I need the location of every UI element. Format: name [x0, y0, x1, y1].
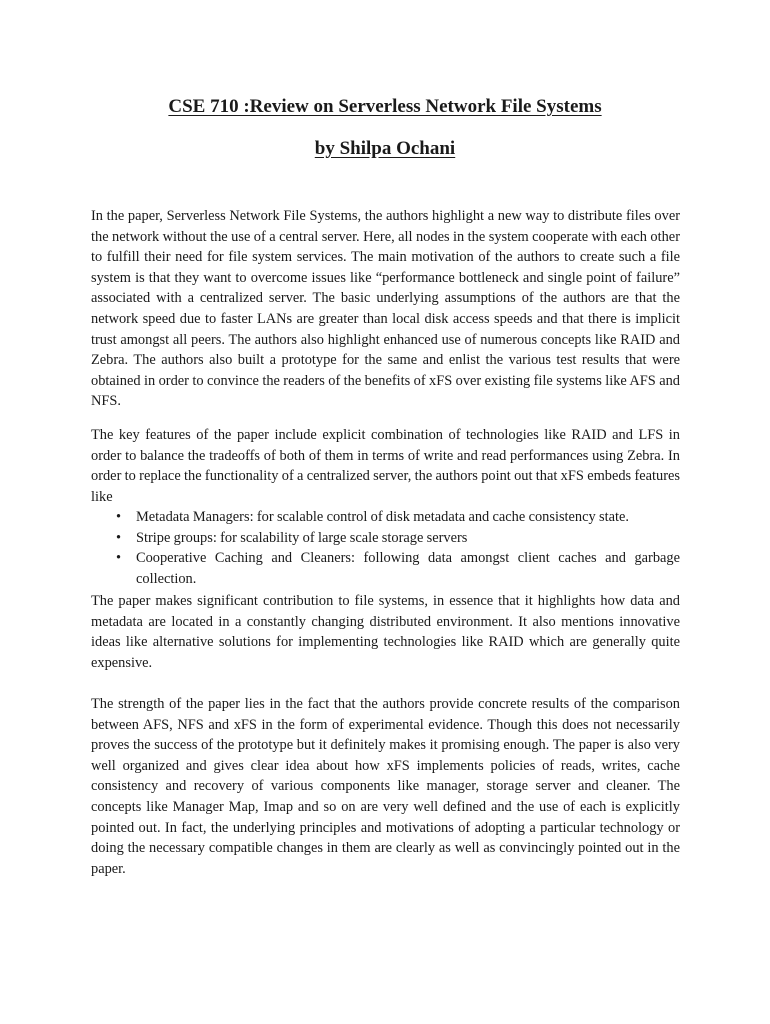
- bullet-text: Cooperative Caching and Cleaners: following data amongst client caches and garbage collection.: [136, 550, 680, 587]
- bullet-text: Stripe groups: for scalability of large scale storage servers: [136, 529, 468, 546]
- bullet-dot-icon: •: [116, 509, 122, 525]
- bullet-dot-icon: •: [116, 550, 122, 567]
- paragraph-contribution: The paper makes significant contribution to file systems, in essence that it highlights how data and metadata are located in a constantly changing distributed environment. It also mentions innovative ideas like alternative solutions for implementing technologies like RAID which are generally quite expensive.: [91, 593, 680, 671]
- bullet-item: [91, 528, 680, 549]
- bullet-item: [91, 548, 680, 589]
- paragraph-introduction: In the paper, Serverless Network File Systems, the authors highlight a new way to distribute files over the network without the use of a central server. Here, all nodes in the system cooperate with each other to fulfill their need for file system services. The main motivation of the authors to create such a file system is that they want to overcome issues like “performance bottleneck and single point of failure” associated with a centralized server. The basic underlying assumptions of the authors are that the network speed due to faster LANs are greater than local disk access speeds and that there is implicit trust amongst all peers. The authors also highlight enhanced use of numerous concepts like RAID and Zebra. The authors also built a prototype for the same and enlist the various test results that were obtained in order to convince the readers of the benefits of xFS over existing file systems like AFS and NFS.: [91, 208, 680, 410]
- document-byline: by Shilpa Ochani: [314, 138, 456, 159]
- document-title: CSE 710 :Review on Serverless Network File Systems: [168, 96, 602, 117]
- bullet-item: [91, 507, 680, 528]
- paragraph-key-features: The key features of the paper include explicit combination of technologies like RAID and LFS in order to balance the tradeoffs of both of them in terms of write and read performances using Zebra. In order to replace the functionality of a centralized server, the authors point out that xFS embeds features like: [91, 427, 680, 505]
- feature-bullet-list: [91, 507, 680, 589]
- bullet-dot-icon: •: [116, 529, 122, 546]
- paragraph-strengths: The strength of the paper lies in the fact that the authors provide concrete results of the comparison between AFS, NFS and xFS in the form of experimental evidence. Though this does not necessarily proves the success of the prototype but it definitely makes it promising enough. The paper is also very well organized and gives clear idea about how xFS implements policies of reads, writes, cache consistency and recovery of various components like manager, storage server and cleaner. The concepts like Manager Map, Imap and so on are very well defined and the use of each is explicitly pointed out. In fact, the underlying principles and motivations of adopting a particular technology or doing the necessary compatible changes in them are clearly as well as convincingly pointed out in the paper.: [91, 696, 680, 877]
- bullet-text: Metadata Managers: for scalable control of disk metadata and cache consistency state.: [136, 509, 629, 525]
